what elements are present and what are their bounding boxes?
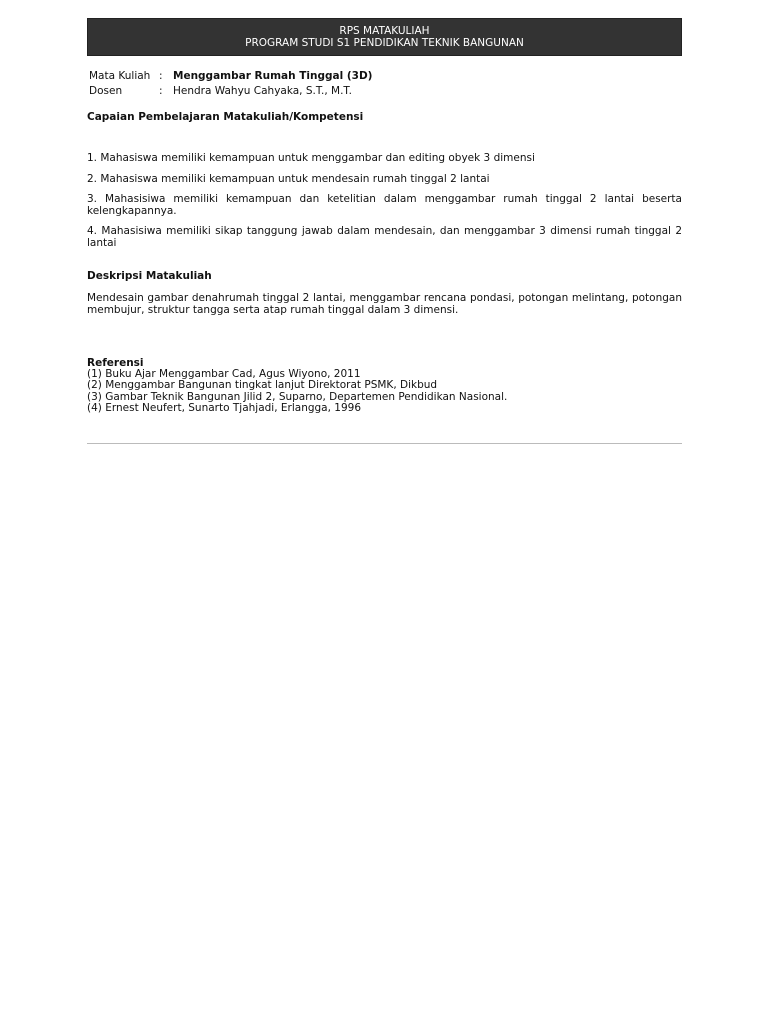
lecturer-colon: : [159, 85, 163, 97]
header-title: RPS MATAKULIAH [339, 25, 430, 37]
section-divider [87, 443, 682, 444]
lecturer-label: Dosen [89, 85, 123, 97]
referensi-item: (4) Ernest Neufert, Sunarto Tjahjadi, Erlangga, 1996 [87, 402, 362, 415]
deskripsi-title: Deskripsi Matakuliah [87, 270, 212, 282]
referensi-title: Referensi [87, 357, 144, 369]
course-label: Mata Kuliah [89, 70, 151, 82]
referensi-item: (1) Buku Ajar Menggambar Cad, Agus Wiyono, 2011 [87, 368, 361, 380]
capaian-title: Capaian Pembelajaran Matakuliah/Kompetensi [87, 111, 364, 123]
referensi-item: (2) Menggambar Bangunan tingkat lanjut Direktorat PSMK, Dikbud [87, 379, 438, 392]
course-colon: : [159, 70, 163, 82]
lecturer-row [87, 84, 682, 99]
course-value: Menggambar Rumah Tinggal (3D) [173, 70, 373, 82]
lecturer-value: Hendra Wahyu Cahyaka, S.T., M.T. [173, 85, 352, 97]
deskripsi-text: Mendesain gambar denahrumah tinggal 2 lantai, menggambar rencana pondasi, potongan melintang, potongan membujur, struktur tangga serta atap rumah tinggal dalam 3 dimensi. [87, 292, 682, 316]
capaian-item: 3. Mahasisiwa memiliki kemampuan dan ketelitian dalam menggambar rumah tinggal 2 lantai beserta kelengkapannya. [87, 193, 682, 217]
course-info [87, 69, 682, 99]
referensi-list [87, 369, 682, 415]
capaian-item: 4. Mahasisiwa memiliki sikap tanggung jawab dalam mendesain, dan menggambar 3 dimensi rumah tinggal 2 lantai [87, 225, 682, 249]
capaian-list [87, 153, 682, 249]
course-row [87, 69, 682, 84]
document-header [87, 18, 682, 56]
capaian-item: 2. Mahasiswa memiliki kemampuan untuk mendesain rumah tinggal 2 lantai [87, 172, 490, 185]
document-page [87, 18, 682, 452]
header-subtitle: PROGRAM STUDI S1 PENDIDIKAN TEKNIK BANGUNAN [245, 37, 524, 49]
capaian-item: 1. Mahasiswa memiliki kemampuan untuk menggambar dan editing obyek 3 dimensi [87, 152, 535, 164]
referensi-item: (3) Gambar Teknik Bangunan Jilid 2, Suparno, Departemen Pendidikan Nasional. [87, 390, 508, 403]
